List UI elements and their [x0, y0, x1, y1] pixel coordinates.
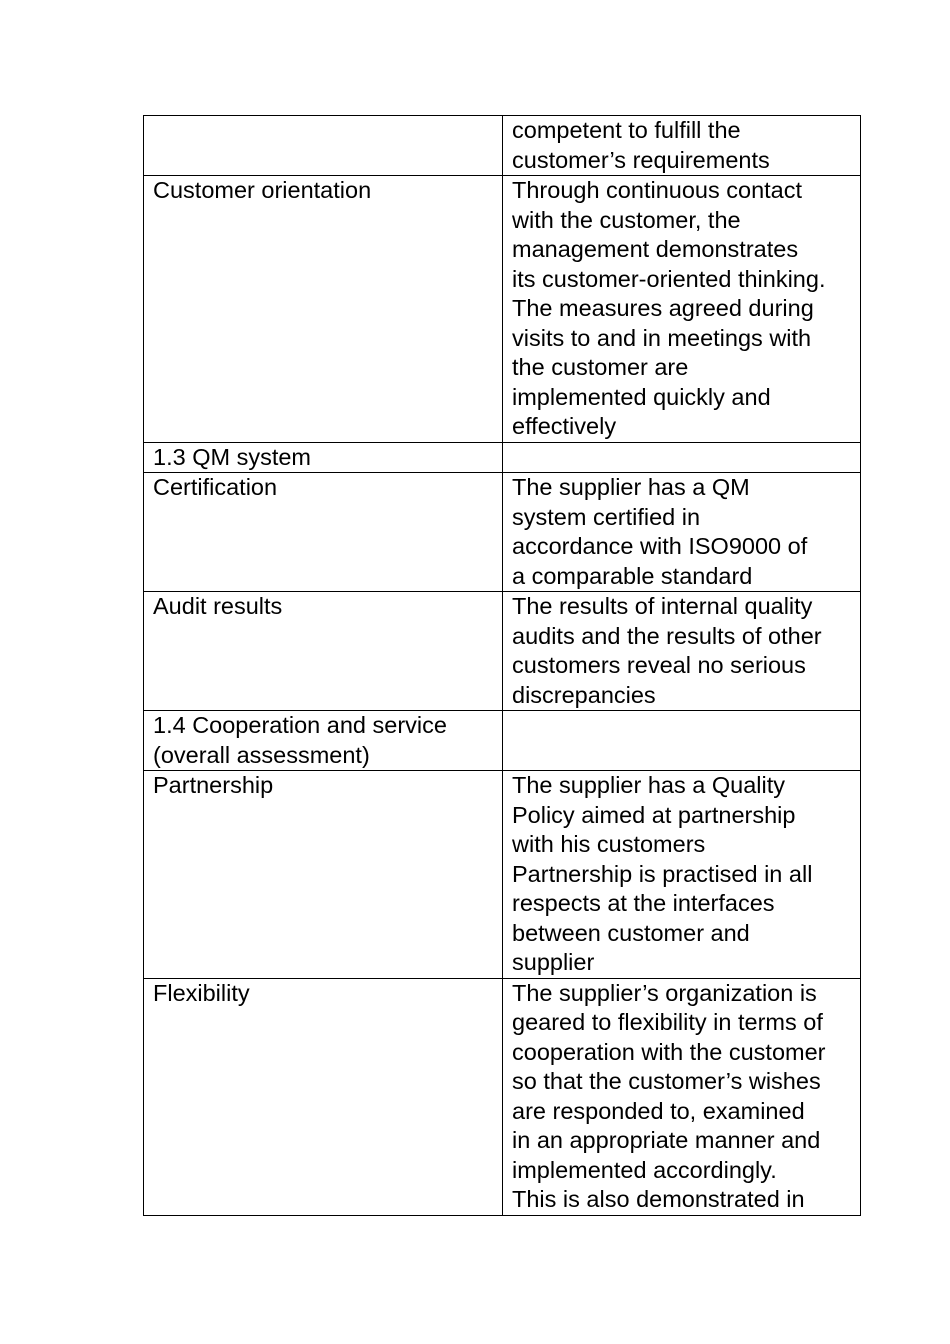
criterion-cell: Customer orientation	[144, 176, 503, 443]
criterion-cell	[144, 116, 503, 176]
description-cell: The supplier has a QM system certified in accordance with ISO9000 of a comparable standard	[503, 473, 861, 592]
section-heading-cell: 1.3 QM system	[144, 442, 503, 473]
criterion-cell: Certification	[144, 473, 503, 592]
table-row	[144, 116, 861, 176]
table-row	[144, 592, 861, 711]
criterion-cell: Audit results	[144, 592, 503, 711]
table-row	[144, 473, 861, 592]
section-heading-row	[144, 711, 861, 771]
description-cell: The supplier’s organization is geared to flexibility in terms of cooperation with the customer so that the customer’s wishes are responded to, examined in an appropriate manner and implemented accordingly. This is also demonstrated in	[503, 978, 861, 1215]
criterion-cell: Flexibility	[144, 978, 503, 1215]
table-row	[144, 978, 861, 1215]
criterion-cell: Partnership	[144, 771, 503, 979]
table-row	[144, 771, 861, 979]
section-heading-row	[144, 442, 861, 473]
description-cell: competent to fulfill the customer’s requirements	[503, 116, 861, 176]
assessment-criteria-table	[143, 115, 861, 1216]
section-heading-cell: 1.4 Cooperation and service (overall assessment)	[144, 711, 503, 771]
description-cell	[503, 711, 861, 771]
description-cell	[503, 442, 861, 473]
description-cell: Through continuous contact with the customer, the management demonstrates its customer-oriented thinking. The measures agreed during visits to and in meetings with the customer are implemented quickly and effectively	[503, 176, 861, 443]
description-cell: The supplier has a Quality Policy aimed at partnership with his customers Partnership is practised in all respects at the interfaces between customer and supplier	[503, 771, 861, 979]
table-row	[144, 176, 861, 443]
description-cell: The results of internal quality audits and the results of other customers reveal no serious discrepancies	[503, 592, 861, 711]
